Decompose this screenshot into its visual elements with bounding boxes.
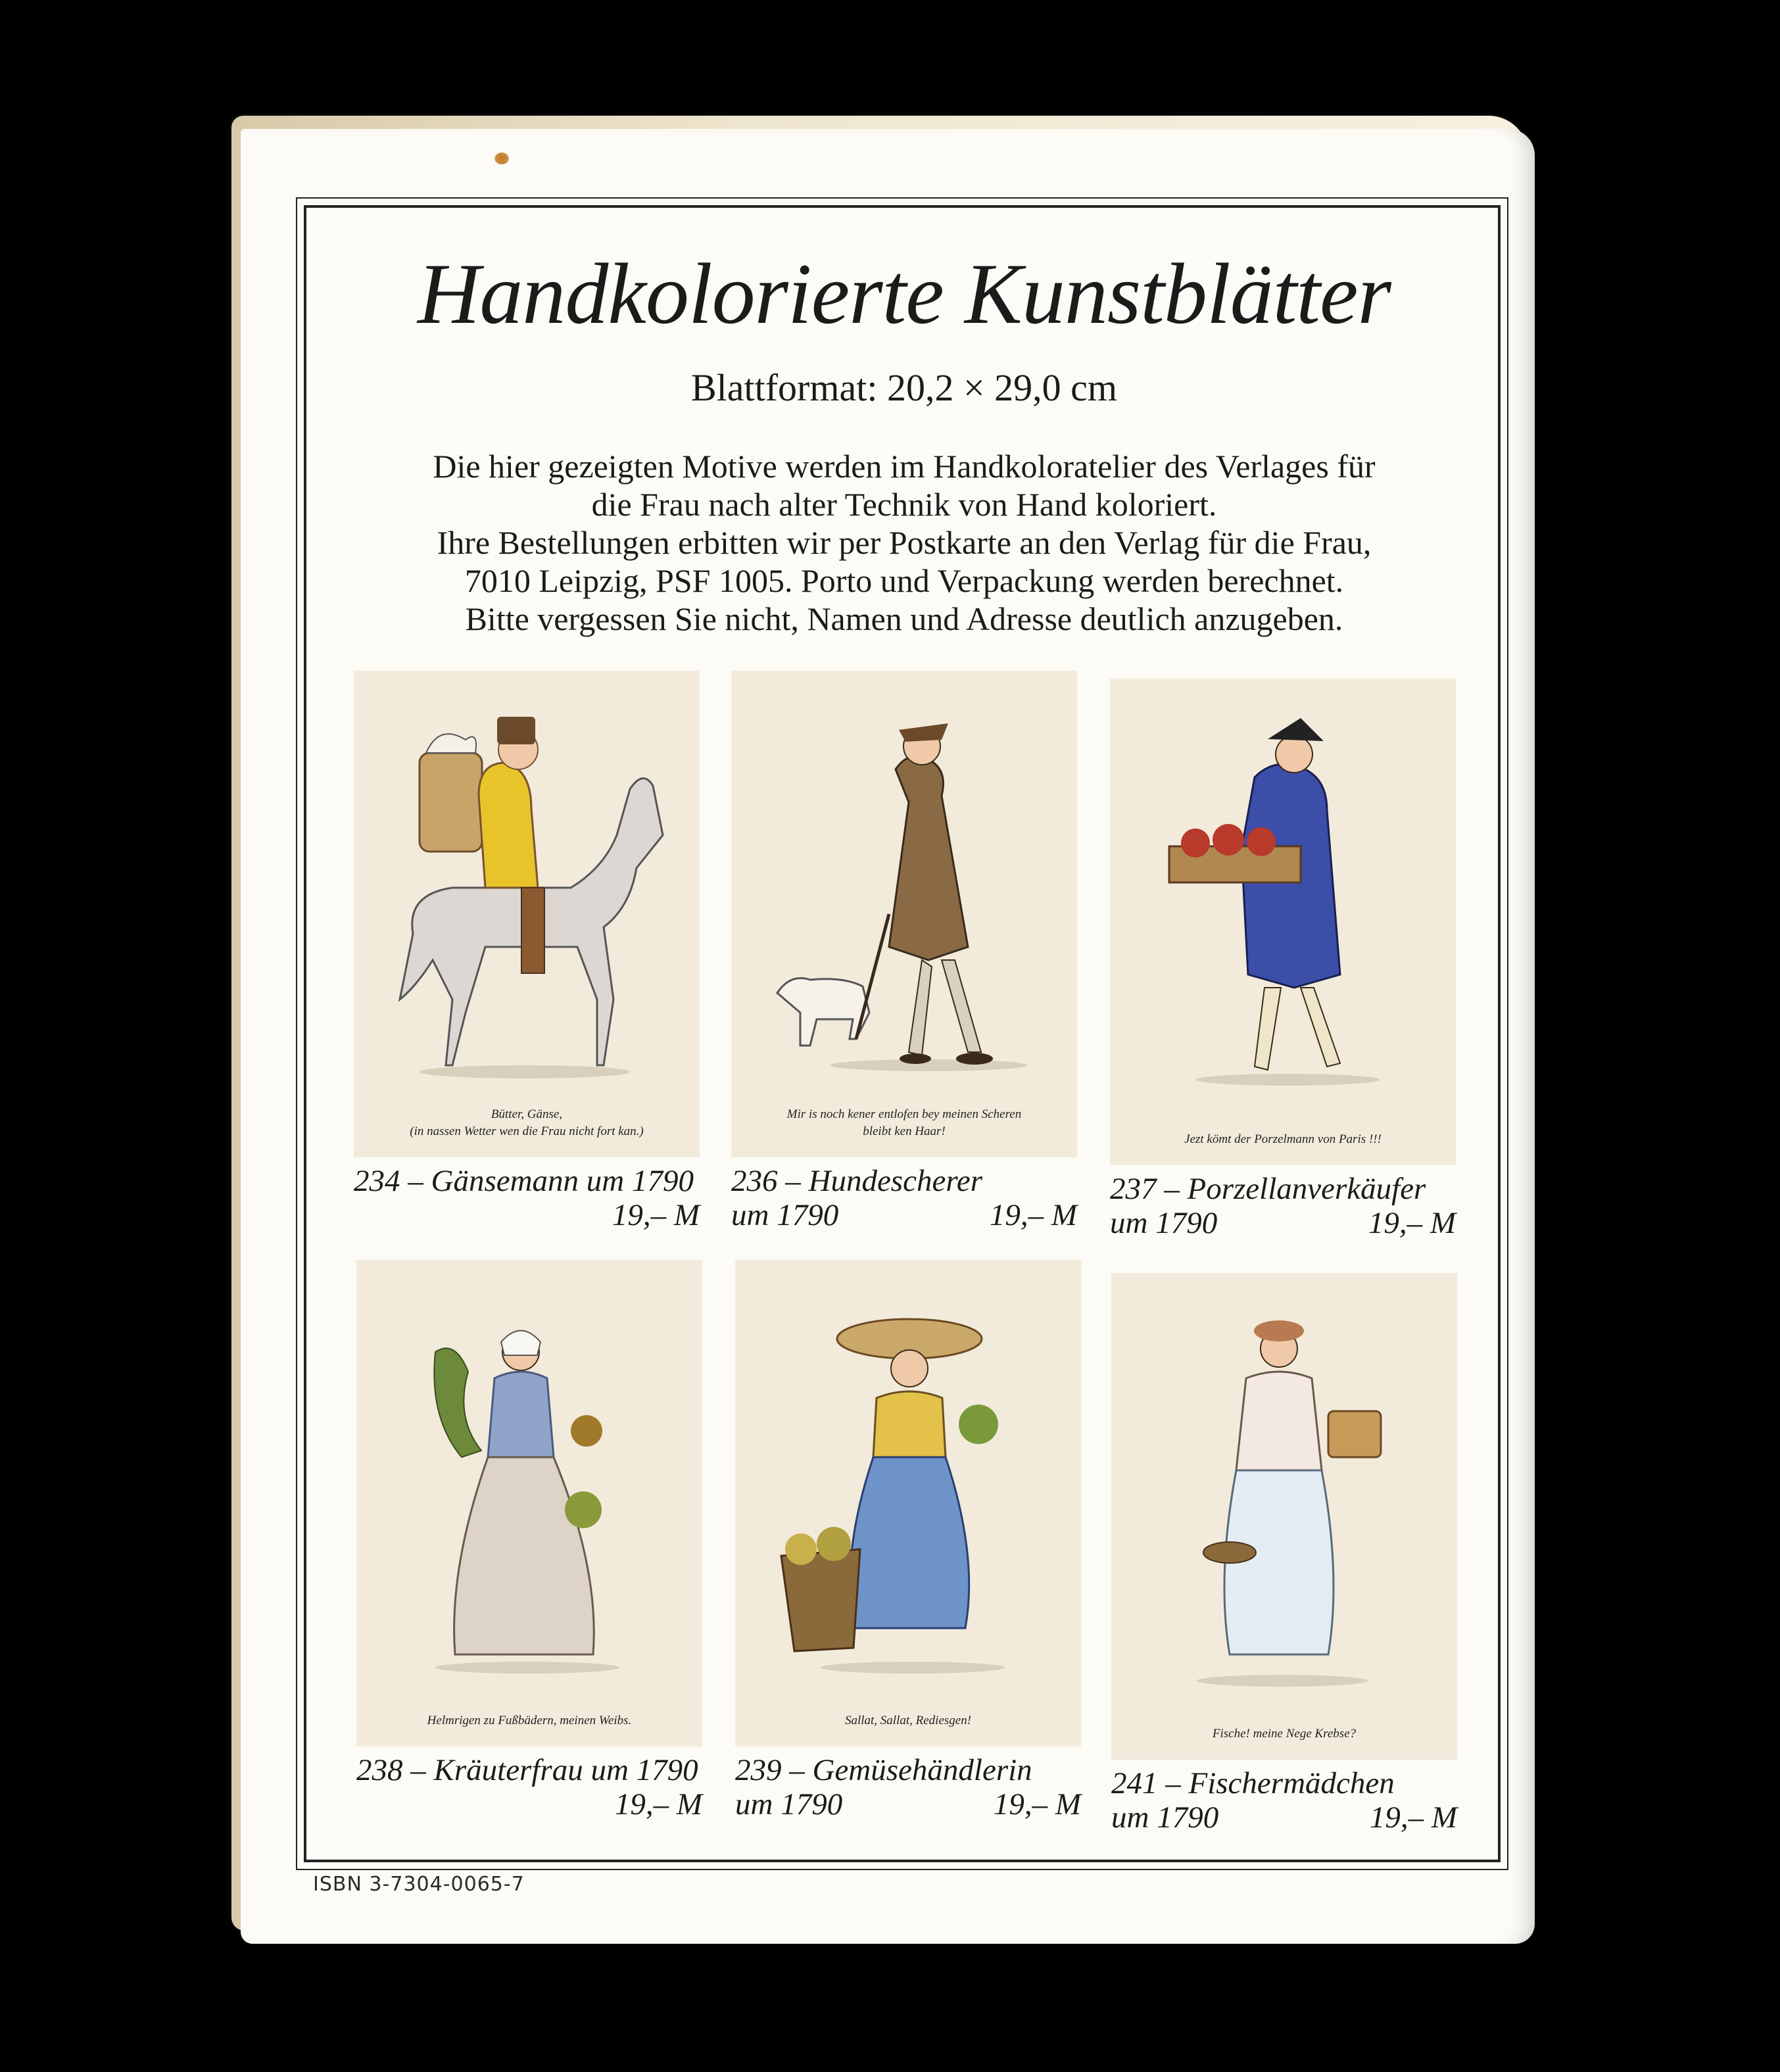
isbn-number: ISBN 3-7304-0065-7 bbox=[313, 1873, 525, 1896]
print-card bbox=[735, 1260, 1081, 1821]
print-price: 19,– M bbox=[1369, 1800, 1457, 1835]
print-caption bbox=[1110, 1172, 1456, 1240]
print-title: 239 – Gemüsehändlerin bbox=[735, 1753, 1032, 1787]
print-date: um 1790 bbox=[735, 1787, 843, 1821]
print-price: 19,– M bbox=[614, 1787, 702, 1821]
print-price: 19,– M bbox=[1368, 1206, 1456, 1240]
print-card bbox=[1110, 679, 1456, 1240]
print-illustration bbox=[1111, 1273, 1457, 1760]
print-price: 19,– M bbox=[989, 1198, 1077, 1232]
print-card bbox=[354, 671, 700, 1232]
print-card bbox=[356, 1260, 702, 1821]
print-illustration bbox=[731, 671, 1077, 1157]
print-price: 19,– M bbox=[612, 1198, 700, 1232]
print-legend: Bütter, Gänse, (in nassen Wetter wen die Frau nicht fort kan.) bbox=[410, 1107, 644, 1138]
herb-woman-illustration bbox=[356, 1260, 702, 1747]
print-title: 238 – Kräuterfrau um 1790 bbox=[356, 1753, 698, 1787]
print-illustration bbox=[354, 671, 700, 1157]
print-legend: Helmrigen zu Fußbädern, meinen Weibs. bbox=[427, 1714, 632, 1727]
print-date: um 1790 bbox=[1111, 1800, 1219, 1835]
sheet-format: Blattformat: 20,2 × 29,0 cm bbox=[690, 366, 1118, 409]
print-date: um 1790 bbox=[731, 1198, 839, 1232]
intro-line: Die hier gezeigten Motive werden im Handkoloratelier des Verlages für bbox=[433, 448, 1376, 485]
paper-stain bbox=[494, 153, 509, 164]
print-legend: Jezt kömt der Porzelmann von Paris !!! bbox=[1184, 1132, 1382, 1146]
print-caption bbox=[731, 1164, 1077, 1232]
intro-text bbox=[309, 447, 1499, 638]
print-legend: Fische! meine Nege Krebse? bbox=[1212, 1727, 1357, 1741]
porcelain-seller-illustration bbox=[1110, 679, 1456, 1165]
dog-groomer-illustration bbox=[731, 671, 1077, 1157]
print-illustration bbox=[735, 1260, 1081, 1747]
print-title: 234 – Gänsemann um 1790 bbox=[354, 1164, 694, 1198]
print-price: 19,– M bbox=[993, 1787, 1081, 1821]
intro-line: Bitte vergessen Sie nicht, Namen und Adresse deutlich anzugeben. bbox=[465, 600, 1343, 637]
print-title: 241 – Fischermädchen bbox=[1111, 1766, 1395, 1800]
vegetable-seller-illustration bbox=[735, 1260, 1081, 1747]
print-caption bbox=[735, 1753, 1081, 1821]
print-caption bbox=[356, 1753, 702, 1821]
intro-line: 7010 Leipzig, PSF 1005. Porto und Verpackung werden berechnet. bbox=[464, 562, 1344, 599]
print-caption bbox=[1111, 1766, 1457, 1835]
print-date: um 1790 bbox=[1110, 1206, 1218, 1240]
print-illustration bbox=[1110, 679, 1456, 1165]
print-card bbox=[731, 671, 1077, 1232]
print-title: 236 – Hundescherer bbox=[731, 1164, 983, 1198]
intro-line: Ihre Bestellungen erbitten wir per Postkarte an den Verlag für die Frau, bbox=[437, 524, 1372, 561]
print-legend: Mir is noch kener entlofen bey meinen Scheren bleibt ken Haar! bbox=[786, 1107, 1022, 1138]
print-caption bbox=[354, 1164, 700, 1232]
intro-line: die Frau nach alter Technik von Hand koloriert. bbox=[591, 486, 1217, 523]
goose-man-illustration bbox=[354, 671, 700, 1157]
print-legend: Sallat, Sallat, Rediesgen! bbox=[844, 1714, 972, 1727]
page-title: Handkolorierte Kunstblätter bbox=[418, 245, 1391, 342]
print-card bbox=[1111, 1273, 1457, 1835]
fish-girl-illustration bbox=[1111, 1273, 1457, 1760]
print-illustration bbox=[356, 1260, 702, 1747]
print-title: 237 – Porzellanverkäufer bbox=[1110, 1172, 1426, 1206]
